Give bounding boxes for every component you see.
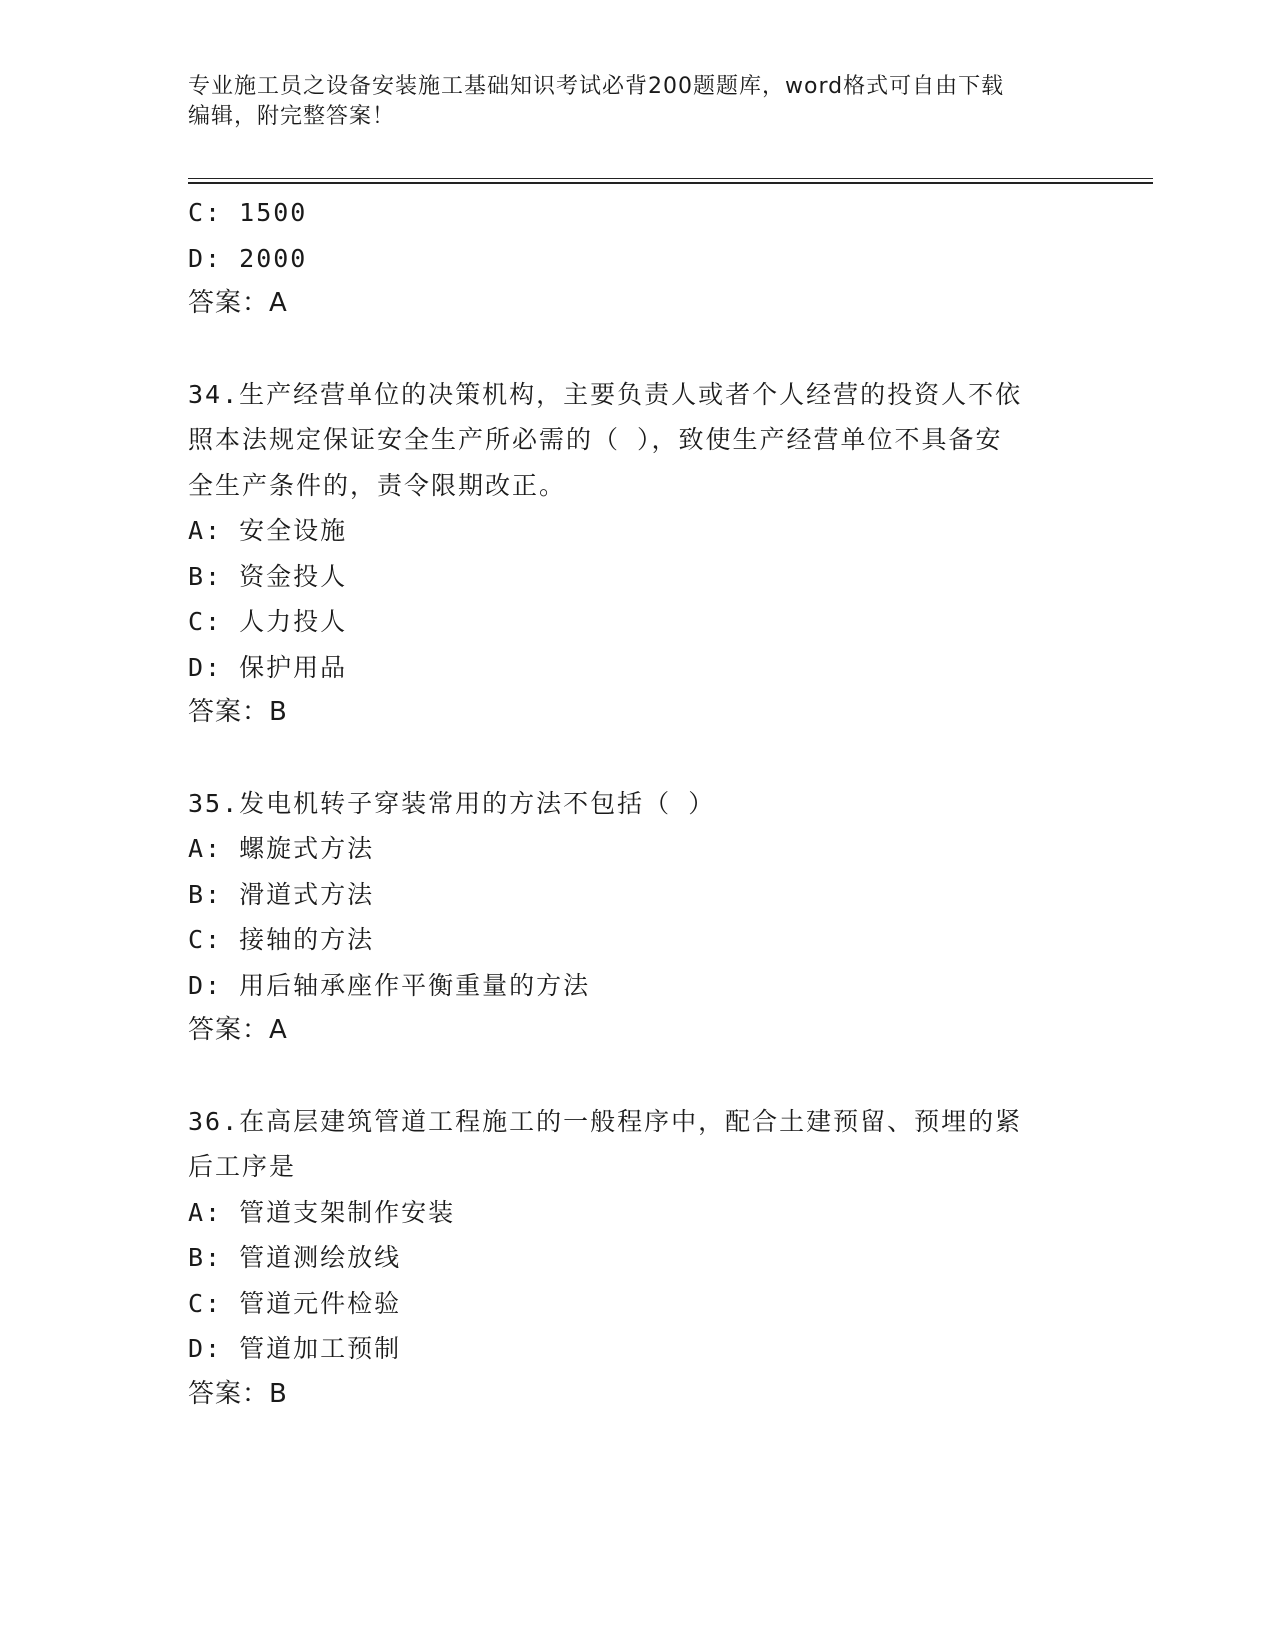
question-content xyxy=(188,190,1088,1417)
header-title-line-1: 专业施工员之设备安装施工基础知识考试必背200题题库，word格式可自由下载 xyxy=(188,74,1005,99)
question-34 xyxy=(188,372,1088,736)
question-36 xyxy=(188,1099,1088,1418)
question-text-line: 35.发电机转子穿装常用的方法不包括（ ） xyxy=(188,788,716,818)
answer: 答案：B xyxy=(188,697,288,727)
option-b: B: 资金投人 xyxy=(188,561,348,591)
option-a: A: 管道支架制作安装 xyxy=(188,1197,456,1227)
question-text-line: 36.在高层建筑管道工程施工的一般程序中，配合土建预留、预埋的紧 xyxy=(188,1106,1023,1136)
answer: 答案：A xyxy=(188,1015,288,1045)
option-b: B: 管道测绘放线 xyxy=(188,1243,402,1272)
question-text-line: 全生产条件的，责令限期改正。 xyxy=(188,470,567,500)
option-d: D: 用后轴承座作平衡重量的方法 xyxy=(188,970,591,1000)
option-d: D: 2000 xyxy=(188,243,308,273)
option-c: C: 1500 xyxy=(188,198,308,227)
header-divider xyxy=(188,178,1153,184)
option-a: A: 螺旋式方法 xyxy=(188,834,375,863)
option-a: A: 安全设施 xyxy=(188,516,348,545)
option-d: D: 保护用品 xyxy=(188,652,348,682)
option-d: D: 管道加工预制 xyxy=(188,1334,402,1363)
header-title-line-2: 编辑，附完整答案！ xyxy=(188,104,396,129)
question-text-line: 34.生产经营单位的决策机构，主要负责人或者个人经营的投资人不依 xyxy=(188,379,1023,409)
option-c: C: 管道元件检验 xyxy=(188,1288,402,1318)
question-text-line: 后工序是 xyxy=(188,1152,297,1181)
answer: 答案：A xyxy=(188,288,288,318)
previous-question-tail xyxy=(188,190,1088,327)
option-c: C: 接轴的方法 xyxy=(188,925,375,954)
question-35 xyxy=(188,781,1088,1054)
document-header xyxy=(188,72,1088,132)
option-b: B: 滑道式方法 xyxy=(188,879,375,909)
question-text-line: 照本法规定保证安全生产所必需的（ ），致使生产经营单位不具备安 xyxy=(188,425,1003,454)
answer: 答案：B xyxy=(188,1378,288,1409)
option-c: C: 人力投人 xyxy=(188,607,348,636)
